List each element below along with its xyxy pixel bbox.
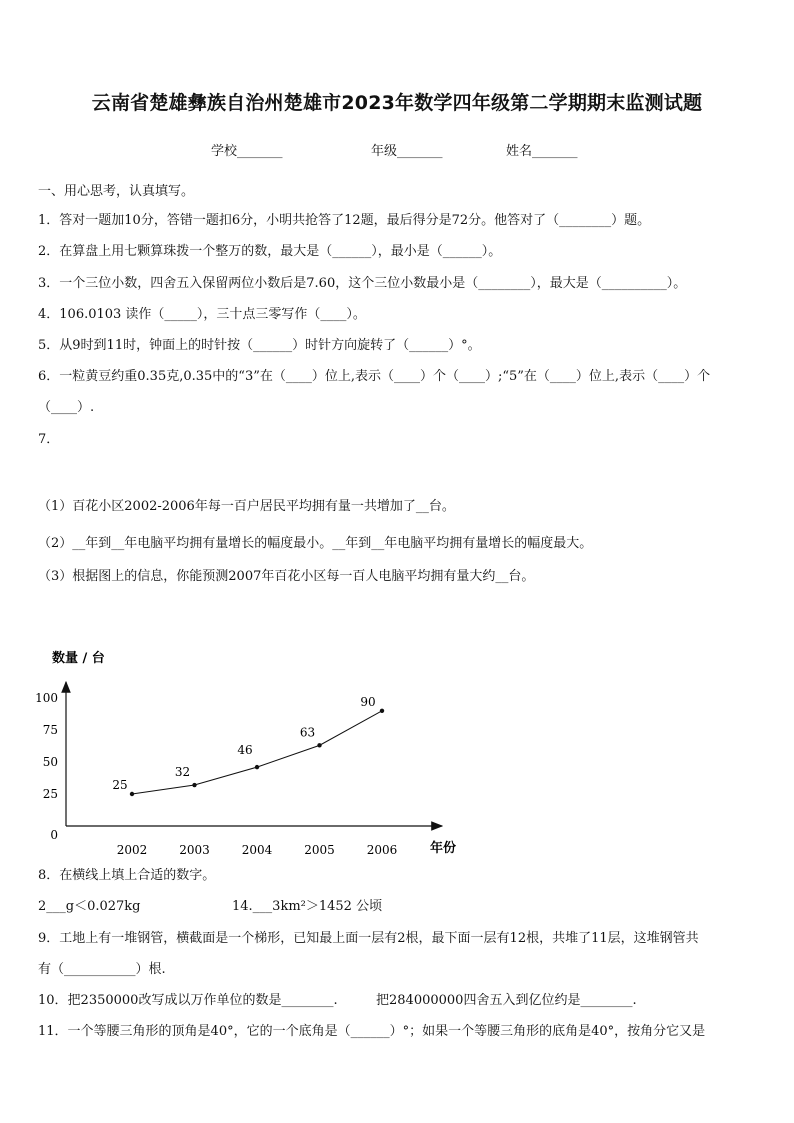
y-tick-label: 50 [42,755,58,769]
line-chart [30,640,480,865]
data-label: 63 [299,725,316,740]
data-point [380,709,384,713]
data-label: 25 [112,778,128,792]
question-6: 6．一粒黄豆约重0.35克,0.35中的“3”在（____）位上,表示（____）个（____）;“5”在（____）位上,表示（____）个 [38,369,711,384]
question-8-a: 2___g＜0.027kg [38,899,141,914]
x-tick-label: 2005 [304,843,335,857]
x-tick-label: 2002 [116,843,148,857]
x-tick-label: 2006 [366,843,398,857]
name-field: 姓名_______ [506,144,578,159]
question-6-cont: （____）. [38,400,95,415]
x-tick-label: 2003 [179,843,210,857]
question-1: 1．答对一题加10分，答错一题扣6分，小明共抢答了12题，最后得分是72分。他答对了（________）题。 [38,213,651,228]
question-9: 9．工地上有一堆钢管，横截面是一个梯形，已知最上面一层有2根，最下面一层有12根，共堆了11层，这堆钢管共 [38,931,699,946]
question-7-part-1: （1）百花小区2002-2006年每一百户居民平均拥有量一共增加了__台。 [38,499,455,514]
question-10-b: 把284000000四舍五入到亿位约是________. [376,993,637,1008]
data-label: 32 [174,765,191,780]
question-7-part-3: （3）根据图上的信息，你能预测2007年百花小区每一百人电脑平均拥有量大约__台。 [38,569,535,584]
question-5: 5．从9时到11时，钟面上的时针按（______）时针方向旋转了（______）°。 [38,338,481,353]
page-title: 云南省楚雄彝族自治州楚雄市2023年数学四年级第二学期期末监测试题 [91,92,703,114]
data-point [130,792,134,796]
y-tick-label: 0 [50,828,58,842]
data-label: 90 [360,694,376,709]
question-2: 2．在算盘上用七颗算珠拨一个整万的数，最大是（______），最小是（______）。 [38,244,502,259]
question-8: 8．在横线上填上合适的数字。 [38,868,216,883]
y-tick-label: 100 [35,691,58,705]
question-7: 7． [38,432,60,447]
y-tick-label: 75 [42,723,58,737]
question-11: 11．一个等腰三角形的顶角是40°，它的一个底角是（______）°；如果一个等腰三角形的底角是40°，按角分它又是 [38,1024,706,1039]
question-4: 4．106.0103 读作（_____），三十点三零写作（____）。 [38,307,366,322]
question-8-b: 14.___3km²＞1452 公顷 [232,899,383,914]
y-axis-label: 数量 / 台 [52,651,105,666]
x-axis-label: 年份 [430,841,457,856]
question-3: 3．一个三位小数，四舍五入保留两位小数后是7.60，这个三位小数最小是（________），最大是（__________）。 [38,276,687,291]
question-7-part-2: （2）__年到__年电脑平均拥有量增长的幅度最小。__年到__年电脑平均拥有量增长的幅度最大。 [38,536,593,551]
y-tick-label: 25 [42,787,58,801]
data-label: 46 [237,743,253,758]
school-field: 学校_______ [211,144,283,159]
x-tick-label: 2004 [241,843,273,857]
question-10-a: 10．把2350000改写成以万作单位的数是________. [38,993,338,1008]
grade-field: 年级_______ [371,144,443,159]
data-point [255,765,259,769]
section-heading: 一、用心思考，认真填写。 [38,184,195,199]
data-point [192,783,196,787]
question-9-cont: 有（___________）根. [38,962,166,977]
data-point [317,743,321,747]
series-line [132,711,382,794]
